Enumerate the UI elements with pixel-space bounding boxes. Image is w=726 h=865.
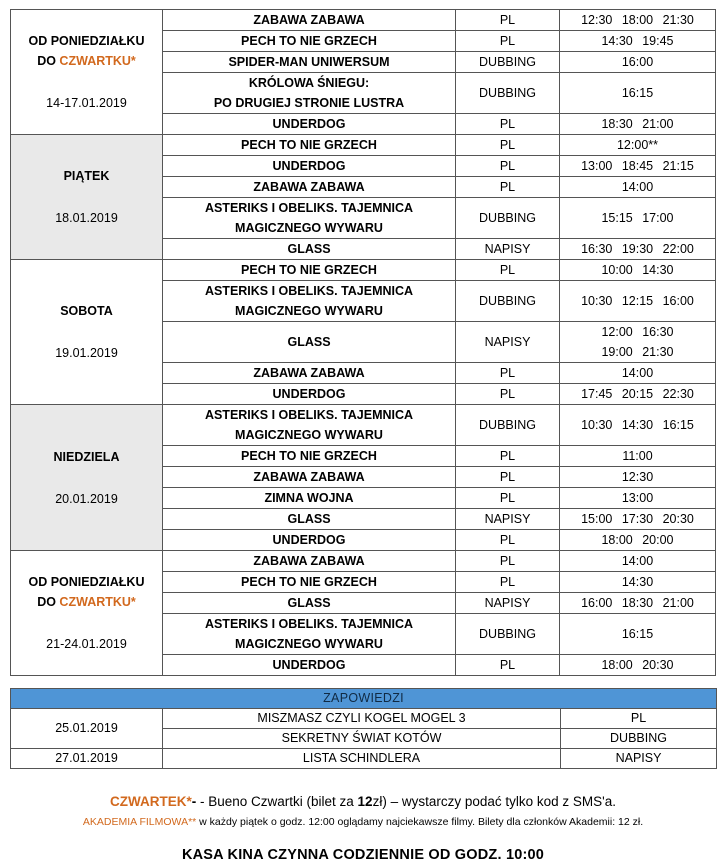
movie-title: UNDERDOG: [163, 156, 456, 177]
movie-version: DUBBING: [456, 52, 560, 73]
movie-title: ASTERIKS I OBELIKS. TAJEMNICA MAGICZNEGO WYWARU: [163, 405, 456, 446]
showtimes: 15:00 17:30 20:30: [560, 509, 716, 530]
showtimes: 16:15: [560, 73, 716, 114]
movie-version: PL: [456, 488, 560, 509]
upcoming-date: 27.01.2019: [11, 749, 163, 769]
movie-version: PL: [456, 363, 560, 384]
showtimes: 17:45 20:15 22:30: [560, 384, 716, 405]
movie-version: NAPISY: [456, 322, 560, 363]
box-office-hours: KASA KINA CZYNNA CODZIENNIE OD GODZ. 10:00: [181, 847, 545, 863]
showtimes: 13:00 18:45 21:15: [560, 156, 716, 177]
day-cell: [11, 405, 163, 551]
movie-version: NAPISY: [456, 239, 560, 260]
showtimes: 14:00: [560, 363, 716, 384]
day-name: OD PONIEDZIAŁKU: [28, 34, 145, 48]
thursday-price: 12: [357, 794, 373, 809]
day-date: 14-17.01.2019: [46, 96, 127, 110]
movie-title: GLASS: [163, 239, 456, 260]
showtimes: 12:00**: [560, 135, 716, 156]
upcoming-title: SEKRETNY ŚWIAT KOTÓW: [163, 729, 561, 749]
movie-version: NAPISY: [456, 509, 560, 530]
showtimes: 16:30 19:30 22:00: [560, 239, 716, 260]
showtimes: 16:15: [560, 614, 716, 655]
movie-title: PECH TO NIE GRZECH: [163, 446, 456, 467]
showtimes: 10:00 14:30: [560, 260, 716, 281]
movie-title: ZABAWA ZABAWA: [163, 177, 456, 198]
movie-title: ZIMNA WOJNA: [163, 488, 456, 509]
movie-version: PL: [456, 384, 560, 405]
movie-title: PECH TO NIE GRZECH: [163, 135, 456, 156]
upcoming-title: MISZMASZ CZYLI KOGEL MOGEL 3: [163, 709, 561, 729]
showtimes: 12:00 16:30 19:00 21:30: [560, 322, 716, 363]
movie-version: PL: [456, 10, 560, 31]
movie-version: PL: [456, 446, 560, 467]
movie-title: UNDERDOG: [163, 655, 456, 676]
day-date: 21-24.01.2019: [46, 637, 127, 651]
day-name-prefix: DO: [37, 54, 60, 68]
movie-title: GLASS: [163, 593, 456, 614]
movie-version: PL: [456, 114, 560, 135]
footer: [0, 792, 726, 865]
movie-version: PL: [456, 530, 560, 551]
movie-version: PL: [456, 156, 560, 177]
upcoming-table: [10, 688, 717, 769]
showtimes: 14:00: [560, 177, 716, 198]
upcoming-version: DUBBING: [561, 729, 717, 749]
showtimes: 16:00: [560, 52, 716, 73]
movie-version: DUBBING: [456, 73, 560, 114]
movie-title: ASTERIKS I OBELIKS. TAJEMNICA MAGICZNEGO WYWARU: [163, 198, 456, 239]
schedule-row: [11, 260, 716, 281]
day-name: NIEDZIELA: [53, 449, 120, 464]
schedule-row: [11, 135, 716, 156]
movie-title: ZABAWA ZABAWA: [163, 551, 456, 572]
day-cell: [11, 260, 163, 405]
showtimes: 18:30 21:00: [560, 114, 716, 135]
movie-version: DUBBING: [456, 405, 560, 446]
upcoming-version: NAPISY: [561, 749, 717, 769]
schedule-row: [11, 551, 716, 572]
movie-version: PL: [456, 572, 560, 593]
movie-title: PECH TO NIE GRZECH: [163, 31, 456, 52]
thursday-text: - Bueno Czwartki (bilet za: [196, 794, 358, 809]
movie-title: PECH TO NIE GRZECH: [163, 572, 456, 593]
day-name-prefix: DO: [37, 595, 60, 609]
showtimes: 14:00: [560, 551, 716, 572]
showtimes: 10:30 12:15 16:00: [560, 281, 716, 322]
thursday-label: CZWARTEK*: [109, 794, 192, 809]
day-cell: [11, 551, 163, 676]
upcoming-header: ZAPOWIEDZI: [11, 689, 717, 709]
showtimes: 12:30 18:00 21:30: [560, 10, 716, 31]
movie-title: ASTERIKS I OBELIKS. TAJEMNICA MAGICZNEGO WYWARU: [163, 281, 456, 322]
day-name-highlight: CZWARTKU*: [59, 54, 136, 68]
showtimes: 18:00 20:30: [560, 655, 716, 676]
movie-title: GLASS: [163, 509, 456, 530]
academy-note: [0, 813, 726, 831]
schedule-row: [11, 405, 716, 446]
day-name: PIĄTEK: [63, 169, 110, 183]
movie-version: DUBBING: [456, 281, 560, 322]
day-date: 19.01.2019: [55, 346, 118, 360]
showtimes: 14:30: [560, 572, 716, 593]
movie-title: GLASS: [163, 322, 456, 363]
day-cell: [11, 10, 163, 135]
academy-label: AKADEMIA FILMOWA**: [82, 816, 197, 828]
schedule-table: [10, 9, 716, 676]
movie-title: ZABAWA ZABAWA: [163, 10, 456, 31]
movie-version: PL: [456, 260, 560, 281]
movie-title: ZABAWA ZABAWA: [163, 467, 456, 488]
day-name-2: [11, 592, 162, 612]
movie-version: NAPISY: [456, 593, 560, 614]
movie-title: SPIDER-MAN UNIWERSUM: [163, 52, 456, 73]
academy-text: w każdy piątek o godz. 12:00 oglądamy najciekawsze filmy. Bilety dla członków Akademii: 12 zł.: [196, 816, 644, 828]
movie-title: PECH TO NIE GRZECH: [163, 260, 456, 281]
movie-version: DUBBING: [456, 614, 560, 655]
thursday-text-2: zł) – wystarczy podać tylko kod z SMS'a.: [372, 794, 616, 809]
showtimes: 13:00: [560, 488, 716, 509]
showtimes: 11:00: [560, 446, 716, 467]
movie-version: PL: [456, 655, 560, 676]
showtimes: 15:15 17:00: [560, 198, 716, 239]
showtimes: 16:00 18:30 21:00: [560, 593, 716, 614]
day-name: SOBOTA: [60, 304, 113, 318]
movie-title: UNDERDOG: [163, 530, 456, 551]
movie-title: ZABAWA ZABAWA: [163, 363, 456, 384]
day-name-2: [11, 51, 162, 71]
day-date: 20.01.2019: [55, 491, 118, 506]
movie-version: PL: [456, 177, 560, 198]
showtimes: 12:30: [560, 467, 716, 488]
movie-title: UNDERDOG: [163, 114, 456, 135]
movie-version: DUBBING: [456, 198, 560, 239]
movie-title: UNDERDOG: [163, 384, 456, 405]
movie-version: PL: [456, 31, 560, 52]
upcoming-version: PL: [561, 709, 717, 729]
upcoming-title: LISTA SCHINDLERA: [163, 749, 561, 769]
schedule-row: [11, 10, 716, 31]
day-name: OD PONIEDZIAŁKU: [28, 575, 145, 589]
day-name-highlight: CZWARTKU*: [59, 595, 136, 609]
day-date: 18.01.2019: [55, 211, 118, 225]
showtimes: 10:30 14:30 16:15: [560, 405, 716, 446]
movie-title: ASTERIKS I OBELIKS. TAJEMNICA MAGICZNEGO WYWARU: [163, 614, 456, 655]
thursday-note: CZWARTEK*- - Bueno Czwartki (bilet za 12zł) – wystarczy podać tylko kod z SMS'a.: [109, 794, 616, 809]
movie-title: KRÓLOWA ŚNIEGU: PO DRUGIEJ STRONIE LUSTRA: [163, 73, 456, 114]
movie-version: PL: [456, 551, 560, 572]
showtimes: 18:00 20:00: [560, 530, 716, 551]
upcoming-date: 25.01.2019: [11, 709, 163, 749]
movie-version: PL: [456, 467, 560, 488]
day-cell: [11, 135, 163, 260]
movie-version: PL: [456, 135, 560, 156]
showtimes: 14:30 19:45: [560, 31, 716, 52]
